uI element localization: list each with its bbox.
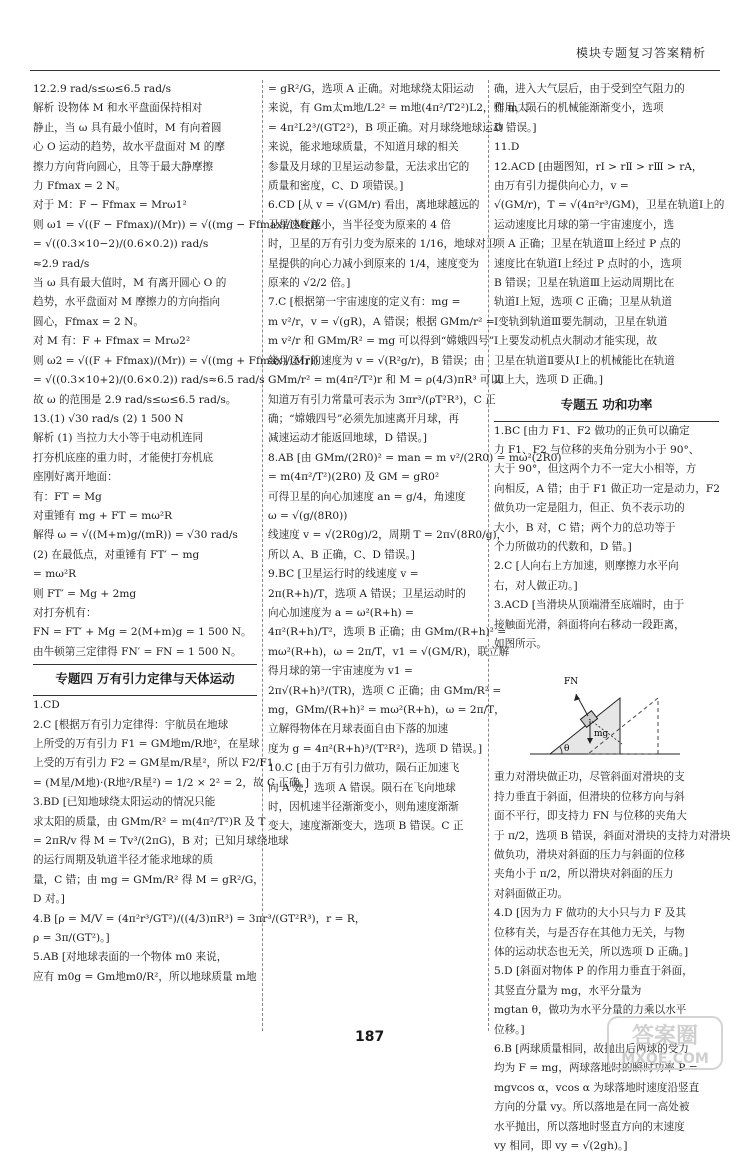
- text-line: B 错误；卫星在轨道Ⅲ上运动周期比在: [494, 277, 675, 290]
- watermark-icon: [606, 1013, 724, 1073]
- text-line: 向心加速度为 a = ω²(R+h) =: [268, 606, 414, 619]
- weight-label: mg: [594, 729, 609, 740]
- text-line: 变大，速度渐渐变大，选项 B 错误。C 正: [268, 820, 464, 833]
- text-line: 如图所示。: [494, 637, 547, 650]
- text-line: mg，GMm/(R+h)² = mω²(R+h)，ω = 2π/T，: [268, 704, 505, 716]
- text-line: 个力所做功的代数和，D 错。]: [494, 540, 632, 553]
- text-line: 应有 m0g = Gm地m0/R²，所以地球质量 m地: [33, 970, 257, 983]
- watermark-logo: [606, 1013, 724, 1073]
- text-line: 度为 g = 4π²(R+h)³/(T²R²)，选项 D 错误。]: [268, 742, 483, 755]
- text-line: 心 O 运动的趋势，故水平盘面对 M 的摩: [33, 141, 225, 154]
- text-line: 做负功一定是阻力，但正、负不表示功的: [494, 502, 685, 515]
- text-line: 绕月运行的速度为 v = √(R²g/r)，B 错误；由: [268, 354, 485, 367]
- text-line: 2.C [人向右上方加速，则摩擦力水平向: [494, 560, 679, 573]
- text-line: 运动速度比月球的第一宇宙速度小，选: [494, 218, 675, 231]
- text-line: 11.D: [494, 141, 520, 154]
- text-line: 速度比在轨道Ⅰ上经过 P 点时的小，选项: [494, 257, 682, 270]
- answers-section-4-part3: [494, 80, 725, 391]
- text-line: = √((0.3×10+2)/(0.6×0.2)) rad/s≈6.5 rad/s: [33, 374, 265, 387]
- text-line: = mω²R: [33, 568, 77, 581]
- text-line: 3.ACD [当滑块从顶端滑至底端时，由于: [494, 599, 685, 612]
- text-line: 其竖直分量为 mg，水平分量为: [494, 984, 642, 997]
- header-rule: [30, 70, 720, 71]
- text-line: 重力对滑块做正功，尽管斜面对滑块的支: [494, 771, 685, 784]
- angle-label: θ: [564, 744, 570, 755]
- text-line: 求太阳的质量，由 GMm/R² = m(4π²/T²)R 及 T: [33, 815, 266, 828]
- text-line: 对于 M：F − Ffmax = Mrω1²: [33, 199, 187, 212]
- text-line: 对斜面做正功。: [494, 887, 569, 900]
- text-line: 作用，陨石的机械能渐渐变小，选项: [494, 102, 664, 115]
- text-line: 力 F1、F2 与位移的夹角分别为小于 90°、: [494, 443, 700, 456]
- text-line: 大小，B 对，C 错；两个力的总功等于: [494, 521, 676, 534]
- text-line: 有：FT = Mg: [33, 490, 102, 503]
- text-line: 4.B [ρ = M/V = (4π²r³/GT²)/((4/3)πR³) = 3πr³/(GT²R³)，r = R，: [33, 912, 366, 925]
- text-line: mgtan θ，做功为水平分量的力乘以水平: [494, 1004, 687, 1017]
- section-title-4: 专题四 万有引力定律与天体运动: [55, 671, 235, 687]
- text-line: 知道万有引力常量可表示为 3πr³/(ρT²R³)，C 正: [268, 393, 496, 406]
- text-line: 参量及月球的卫星运动参量，无法求出它的: [268, 160, 470, 173]
- text-line: 8.AB [由 GMm/(2R0)² = man = m v²/(2R0) = mω²(2R0): [268, 451, 562, 464]
- text-line: 圆心，Ffmax = 2 N。: [33, 315, 144, 328]
- text-line: 对打夯机有：: [33, 606, 97, 619]
- text-line: 座刚好离开地面：: [33, 471, 118, 484]
- text-line: 向 A 处，选项 A 错误。陨石在飞向地球: [268, 781, 456, 794]
- text-line: 卫星速度越小，当半径变为原来的 4 倍: [268, 218, 451, 231]
- text-line: vy 相同，即 vy = √(2gh)。]: [494, 1140, 628, 1153]
- text-line: 10.C [由于万有引力做功，陨石正加速飞: [268, 762, 460, 775]
- text-line: 上所受的万有引力 F1 = GM地m/R地²，在星球: [33, 738, 260, 750]
- text-line: 9.BC [卫星运行时的线速度 v =: [268, 568, 419, 581]
- text-line: 静止，当 ω 具有最小值时，M 有向着圆: [33, 121, 222, 134]
- text-line: 则 ω2 = √((F + Ffmax)/(Mr)) = √((mg + Ffmax)/(Mr)): [33, 354, 319, 367]
- text-line: 上受的万有引力 F2 = GM星m/R星²，所以 F2/F1: [33, 757, 274, 770]
- text-line: D 错误。]: [494, 121, 537, 134]
- text-line: 持力垂直于斜面，但滑块的位移方向与斜: [494, 790, 685, 803]
- text-line: m v²/r，v = √(gR)，A 错误；根据 GMm/r² =: [268, 315, 495, 328]
- text-line: 5.AB [对地球表面的一个物体 m0 来说，: [33, 951, 228, 964]
- text-line: 卫星在轨道Ⅱ要从Ⅰ上的机械能比在轨道: [494, 354, 675, 367]
- text-line: 趋势，水平盘面对 M 摩擦力的方向指向: [33, 296, 221, 309]
- text-line: 1.BC [由力 F1、F2 做功的正负可以确定: [494, 424, 690, 437]
- incline-diagram: [530, 658, 680, 762]
- text-line: 量，C 错；由 mg = GMm/R² 得 M = gR²/G，: [33, 873, 264, 886]
- text-line: 6.B [两球质量相同，故抛出后两球的受力: [494, 1043, 689, 1056]
- svg-text:MXQE.COM: MXQE.COM: [621, 1051, 709, 1067]
- text-line: 12.2.9 rad/s≤ω≤6.5 rad/s: [33, 83, 172, 95]
- text-line: Ⅰ上要发动机点火制动才能实现，故: [494, 335, 658, 348]
- text-line: 5.D [斜面对物体 P 的作用力垂直于斜面，: [494, 965, 693, 978]
- text-line: 大于 90°，但这两个力不一定大小相等，方: [494, 463, 697, 476]
- text-line: 均为 F = mg，两球落地时的瞬时功率 P =: [494, 1062, 698, 1075]
- answers-section-5-part2: [494, 768, 731, 1156]
- text-line: 减速运动才能返回地球，D 错误。]: [268, 432, 428, 445]
- text-line: 立解得物体在月球表面自由下落的加速: [268, 723, 449, 736]
- answers-section-5-part1: [494, 422, 719, 655]
- text-line: 4.D [因为力 F 做功的大小只与力 F 及其: [494, 907, 686, 920]
- text-line: 2π(R+h)/T，选项 A 错误；卫星运动时的: [268, 587, 466, 600]
- text-line: = √((0.3×10−2)/(0.6×0.2)) rad/s: [33, 238, 209, 251]
- text-line: 7.C [根据第一宇宙速度的定义有：mg =: [268, 296, 461, 309]
- text-line: m v²/r 和 GMm/R² = mg 可以得到“嫦娥四号”: [268, 335, 495, 348]
- text-line: = 2πR/v 得 M = Tv³/(2πG)，B 对；已知月球绕地球: [33, 835, 289, 848]
- text-line: 星提供的向心力减小到原来的 1/4，速度变为: [268, 257, 480, 270]
- text-line: ≈2.9 rad/s: [33, 257, 90, 270]
- text-line: = (M星/M地)·(R地²/R星²) = 1/2 × 2² = 2，故 C 正确。]: [33, 776, 310, 789]
- text-line: 打夯机底座的重力时，才能使打夯机底: [33, 451, 214, 464]
- text-line: 则 ω1 = √((F − Ffmax)/(Mr)) = √((mg − Ffmax)/(Mr)): [33, 218, 319, 231]
- text-line: = gR²/G，选项 A 正确。对地球绕太阳运动: [268, 83, 474, 95]
- text-line: 位移。]: [494, 1023, 525, 1036]
- text-line: 对 M 有：F + Ffmax = Mrω2²: [33, 335, 191, 348]
- svg-text:答案圈: 答案圈: [631, 1024, 699, 1049]
- text-line: 12.ACD [由题图知，rⅠ > rⅡ > rⅢ > rA，: [494, 160, 703, 173]
- text-line: 解析 设物体 M 和水平盘面保持相对: [33, 102, 203, 115]
- page-header: 模块专题复习答案精析: [575, 46, 706, 60]
- text-line: 力 Ffmax = 2 N。: [33, 180, 127, 193]
- text-line: 解析 (1) 当拉力大小等于电动机连同: [33, 432, 204, 445]
- text-line: 的运行周期及轨道半径才能求地球的质: [33, 854, 214, 867]
- text-line: 位移有关，与是否存在其他力无关，与物: [494, 926, 685, 939]
- text-line: 体的运动状态也无关，所以选项 D 正确。]: [494, 946, 689, 959]
- text-line: mω²(R+h)，ω = 2π/T，v1 = √(GM/R)，联立解: [268, 645, 510, 658]
- text-line: 解得 ω = √((M+m)g/(mR)) = √30 rad/s: [33, 529, 238, 542]
- text-line: √(GM/r)，T = √(4π²r³/GM)，卫星在轨道Ⅰ上的: [494, 199, 725, 212]
- text-line: 水平抛出，所以落地时竖直方向的末速度: [494, 1120, 685, 1133]
- text-line: 2π√(R+h)³/(TR)，选项 C 正确；由 GMm/R² =: [268, 684, 502, 697]
- text-line: ρ = 3π/(GT²)。]: [33, 932, 110, 945]
- text-line: 13.(1) √30 rad/s (2) 1 500 N: [33, 412, 184, 425]
- text-line: 时，卫星的万有引力变为原来的 1/16，地球对卫: [268, 238, 497, 251]
- text-line: FN = FT′ + Mg = 2(M+m)g = 1 500 N。: [33, 626, 252, 639]
- text-line: 1.CD: [33, 699, 60, 712]
- text-line: 项 A 正确；卫星在轨道Ⅲ上经过 P 点的: [494, 238, 681, 251]
- text-line: 可得卫星的向心加速度 an = g/4，角速度: [268, 490, 466, 503]
- text-line: 由万有引力提供向心力，v =: [494, 180, 629, 193]
- incline-figure: [530, 658, 719, 762]
- text-line: 则 FT′ = Mg + 2mg: [33, 587, 137, 600]
- text-line: 夹角小于 π/2，所以滑块对斜面的压力: [494, 868, 674, 881]
- text-line: 来说，有 Gm太m地/L2² = m地(4π²/T2²)L2，则 m太: [268, 102, 529, 115]
- text-line: 3.BD [已知地球绕太阳运动的情况只能: [33, 796, 216, 809]
- column-separator: [488, 80, 489, 1031]
- text-line: 当 ω 具有最大值时，M 有离开圆心 O 的: [33, 277, 227, 290]
- text-line: 2.C [根据万有引力定律得：宇航员在地球: [33, 718, 229, 731]
- text-line: 对重锤有 mg + FT = mω²R: [33, 509, 173, 522]
- text-line: 确；“嫦娥四号”必须先加速离开月球，再: [268, 412, 459, 425]
- text-line: (2) 在最低点，对重锤有 FT′ − mg: [33, 548, 200, 561]
- text-line: 右，对人做正功。]: [494, 579, 578, 592]
- text-line: mgvcos α，vcos α 为球落地时速度沿竖直: [494, 1081, 700, 1094]
- force-label: FN: [564, 677, 579, 688]
- text-line: 面不平行，即支持力 FN 与位移的夹角大: [494, 810, 687, 823]
- text-line: 于 π/2，选项 B 错误，斜面对滑块的支持力对滑块: [494, 829, 731, 842]
- text-line: 时，因机速半径渐渐变小，则角速度渐渐: [268, 801, 459, 814]
- text-line: 擦力方向背向圆心，且等于最大静摩擦: [33, 160, 214, 173]
- text-line: 做负功，滑块对斜面的压力与斜面的位移: [494, 849, 685, 861]
- text-line: 轨道Ⅰ上短，选项 C 正确；卫星从轨道: [494, 296, 672, 309]
- text-line: 接触面光滑，斜面将向右移动一段距离，: [494, 618, 685, 631]
- text-line: GMm/r² = m(4π²/T²)r 和 M = ρ(4/3)πR³ 可以: [268, 374, 502, 387]
- page-number: 187: [355, 1029, 385, 1045]
- text-line: ω = √(g/(8R0)): [268, 509, 348, 522]
- text-line: 线速度 v = √(2R0g)/2，周期 T = 2π√(8R0/g)，: [268, 529, 508, 542]
- text-line: 质量和密度，C、D 项错误。]: [268, 180, 404, 193]
- text-line: 6.CD [从 v = √(GM/r) 看出，离地球越远的: [268, 199, 480, 212]
- text-line: 由牛顿第三定律得 FN′ = FN = 1 500 N。: [33, 645, 242, 658]
- text-line: 故 ω 的范围是 2.9 rad/s≤ω≤6.5 rad/s。: [33, 393, 237, 406]
- text-line: 4π²(R+h)/T²，选项 B 正确；由 GMm/(R+h)² =: [268, 626, 507, 639]
- text-line: 来说，能求地球质量，不知道月球的相关: [268, 141, 459, 154]
- text-line: 得月球的第一宇宙速度为 v1 =: [268, 665, 413, 678]
- text-line: D 对。]: [33, 893, 65, 906]
- text-line: Ⅰ变轨到轨道Ⅲ要先制动，卫星在轨道: [494, 315, 668, 328]
- text-line: 原来的 √2/2 倍。]: [268, 277, 351, 290]
- text-line: 向相反，A 错；由于 F1 做正功一定是动力，F2: [494, 482, 721, 495]
- text-line: 确，进入大气层后，由于受到空气阻力的: [494, 83, 685, 95]
- text-line: = 4π²L2³/(GT2²)，B 项正确。对月球绕地球运动: [268, 121, 504, 134]
- column-right: [494, 80, 731, 1157]
- text-line: Ⅲ上大，选项 D 正确。]: [494, 374, 604, 387]
- text-line: 所以 A、B 正确，C、D 错误。]: [268, 548, 415, 561]
- text-line: 方向的分量 vy。所以落地是在同一高处被: [494, 1101, 690, 1114]
- text-line: = m(4π²/T²)(2R0) 及 GM = gR0²: [268, 471, 440, 484]
- section-title-5: 专题五 功和功率: [560, 396, 653, 412]
